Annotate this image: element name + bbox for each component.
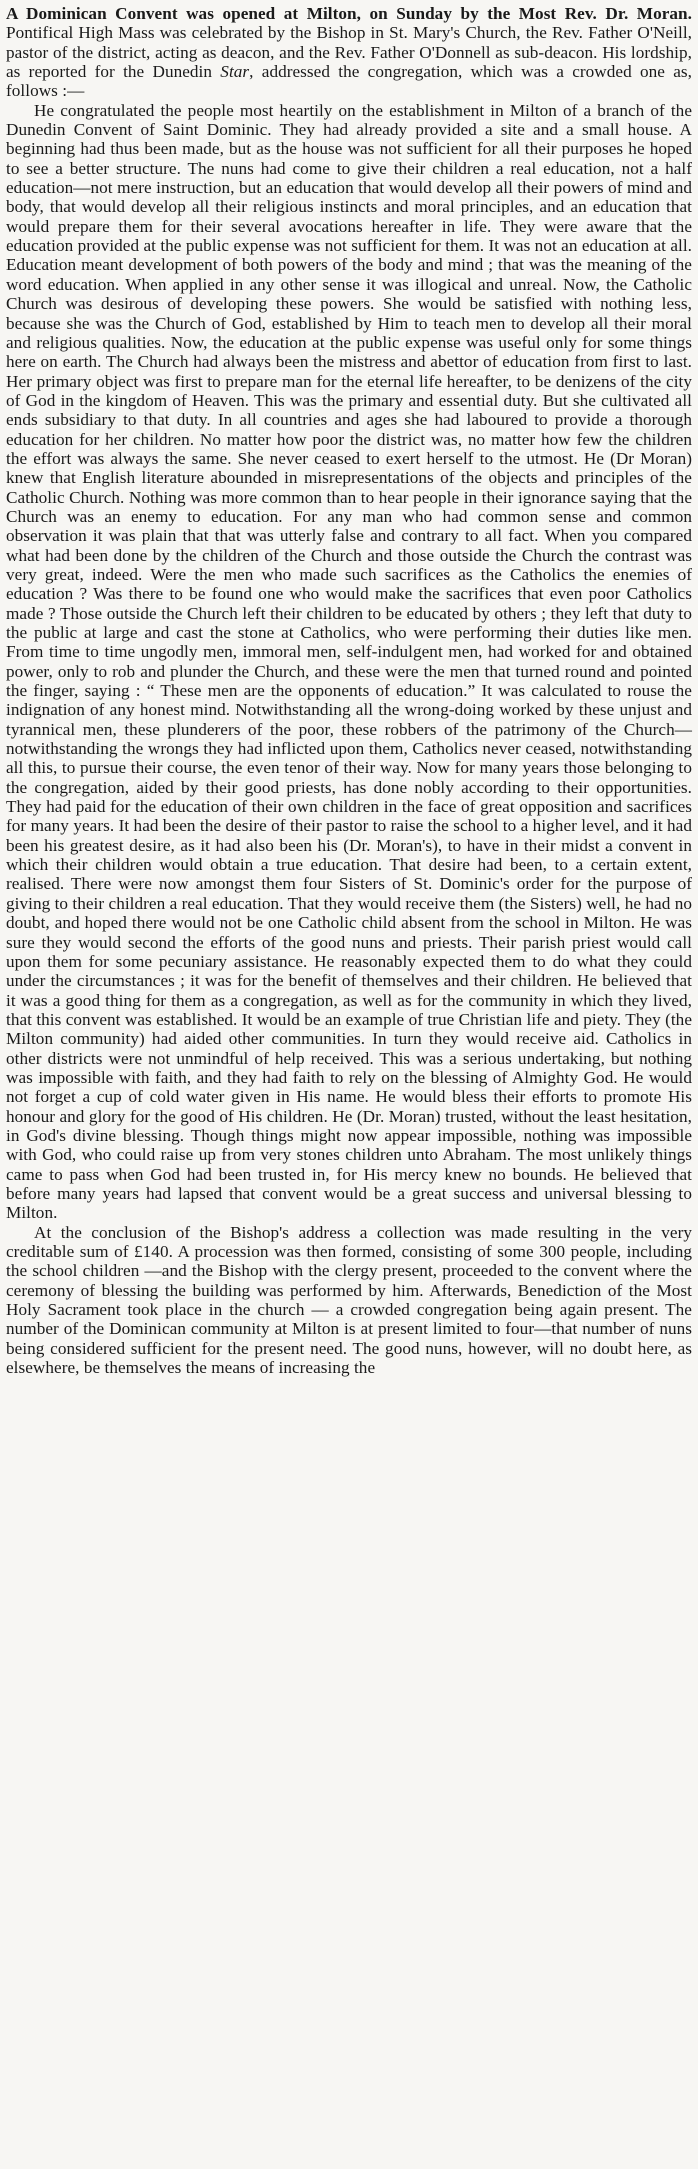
intro-text-part-1: Pontifical High Mass was celebrated by the Bishop in St. Mary's Church, the Rev. Father O'Neill, pastor of the district, acting as deacon, and the Rev. Father O'Donnell as sub-deacon. His lordship, as reported for the Dunedin bbox=[6, 23, 692, 82]
intro-text-part-2: , addressed the congregation, which was a crowded one as, follows :— bbox=[6, 62, 692, 101]
closing-paragraph: At the conclusion of the Bishop's address a collection was made resulting in the very creditable sum of £140. A procession was then formed, consisting of some 300 people, including the school children —and the Bishop with the clergy present, proceeded to the convent where the ceremony of blessing the building was performed by him. Afterwards, Benediction of the Most Holy Sacrament took place in the church — a crowded congregation being again present. The number of the Dominican community at Milton is at present limited to four—that number of nuns being considered sufficient for the present need. The good nuns, however, will no doubt here, as elsewhere, be themselves the means of increasing the bbox=[6, 1222, 692, 1378]
intro-paragraph bbox=[6, 4, 692, 101]
article-column bbox=[6, 4, 692, 1377]
newspaper-name-star: Star bbox=[220, 62, 250, 82]
speech-paragraph: He congratulated the people most heartily on the establishment in Milton of a branch of the Dunedin Convent of Saint Dominic. They had already provided a site and a small house. A beginning had thus been made, but as the house was not sufficient for all their purposes he hoped to see a better structure. The nuns had come to give their children a real education, not a half education—not mere instruction, but an education that would develop all their powers of mind and body, that would develop all their religious instincts and moral principles, and an education that would prepare them for their several avocations hereafter in life. They were aware that the education provided at the public expense was not sufficient for them. It was not an education at all. Education meant development of both powers of the body and mind ; that was the meaning of the word education. When applied in any other sense it was illogical and unreal. Now, the Catholic Church was desirous of developing these powers. She would be satisfied with nothing less, because she was the Church of God, established by Him to teach men to develop all their moral and religious qualities. Now, the education at the public expense was useful only for some things here on earth. The Church had always been the mistress and abettor of education from first to last. Her primary object was first to prepare man for the eternal life hereafter, to be denizens of the city of God in the kingdom of Heaven. This was the primary and essential duty. But she cultivated all ends subsidiary to that duty. In all countries and ages she had laboured to provide a thorough education for her children. No matter how poor the district was, no matter how few the children the effort was always the same. She never ceased to exert herself to the utmost. He (Dr Moran) knew that English literature abounded in misrepresentations of the objects and principles of the Catholic Church. Nothing was more common than to hear people in their ignorance saying that the Church was an enemy to education. For any man who had common sense and common observation it was plain that that was utterly false and contrary to all fact. When you compared what had been done by the children of the Church and those outside the Church the contrast was very great, indeed. Were the men who made such sacrifices as the Catholics the enemies of education ? Was there to be found one who would make the sacrifices that even poor Catholics made ? Those outside the Church left their children to be educated by others ; they left that duty to the public at large and cast the stone at Catholics, who were performing their duties like men. From time to time ungodly men, immoral men, self-indulgent men, had worked for and obtained power, only to rob and plunder the Church, and these were the men that turned round and pointed the finger, saying : “ These men are the opponents of education.” It was calculated to rouse the indignation of any honest mind. Notwithstanding all the wrong-doing worked by these unjust and tyrannical men, these plunderers of the poor, these robbers of the patrimony of the Church—notwithstanding the wrongs they had inflicted upon them, Catholics never ceased, notwithstanding all this, to pursue their course, the even tenor of their way. Now for many years those belonging to the congregation, aided by their good priests, has done nobly according to their opportunities. They had paid for the education of their own children in the face of great opposition and sacrifices for many years. It had been the desire of their pastor to raise the school to a higher level, and it had been his greatest desire, as it had also been his (Dr. Moran's), to have in their midst a convent in which their children would obtain a true education. That desire had been, to a certain extent, realised. There were now amongst them four Sisters of St. Dominic's order for the purpose of giving to their children a real education. That they would receive them (the Sisters) well, he had no doubt, and hoped there would not be one Catholic child absent from the school in Milton. He was sure they would second the efforts of the good nuns and priests. Their parish priest would call upon them for some pecuniary assistance. He reasonably expected them to do what they could under the circumstances ; it was for the benefit of themselves and their children. He believed that it was a good thing for them as a congregation, as well as for the community in which they lived, that this convent was established. It would be an example of true Christian life and piety. They (the Milton community) had aided other communities. In turn they would receive aid. Catholics in other districts were not unmindful of help received. This was a serious undertaking, but nothing was impossible with faith, and they had faith to rely on the blessing of Almighty God. He would not forget a cup of cold water given in His name. He would bless their efforts to promote His honour and glory for the good of His children. He (Dr. Moran) trusted, without the least hesitation, in God's divine blessing. Though things might now appear impossible, nothing was impossible with God, who could raise up from very stones children unto Abraham. The most unlikely things came to pass when God had been trusted in, for His mercy knew no bounds. He believed that before many years had lapsed that convent would be a great success and universal blessing to Milton. bbox=[6, 100, 692, 1223]
article-headline-lead: A Dominican Convent was opened at Milton, on Sunday by the Most Rev. Dr. Moran. bbox=[6, 4, 692, 23]
